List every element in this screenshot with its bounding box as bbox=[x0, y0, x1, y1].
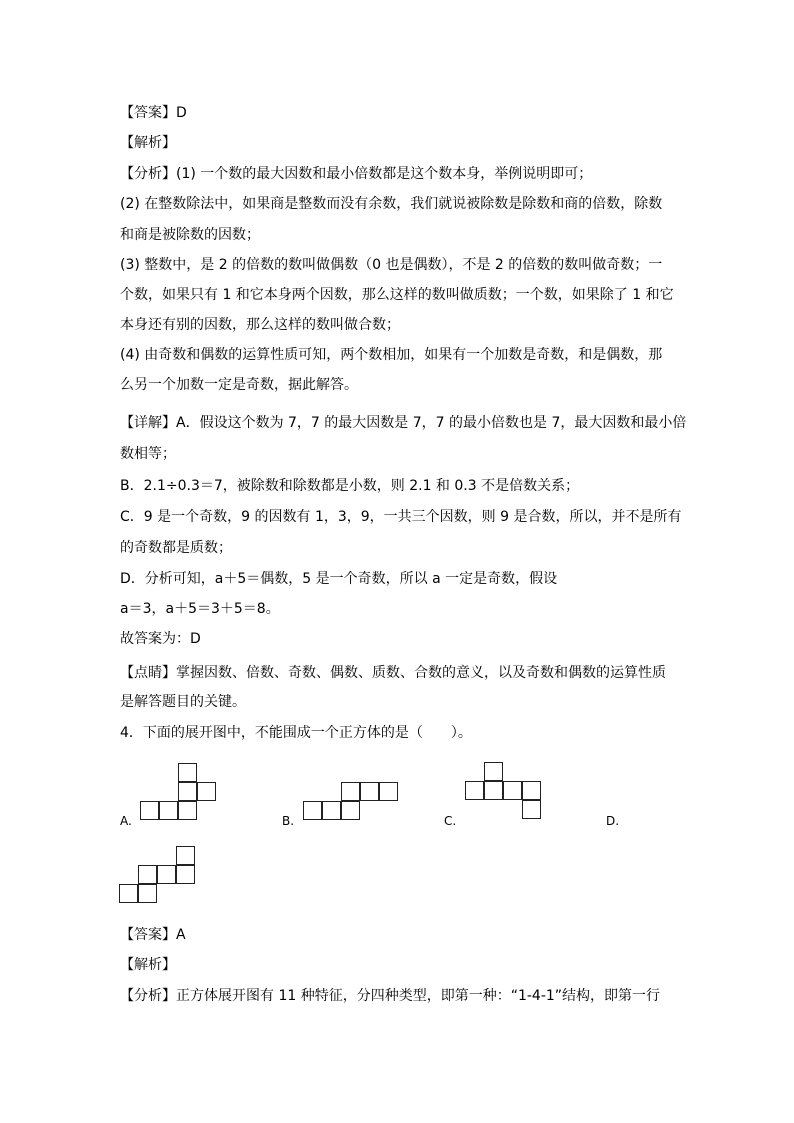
net-square bbox=[379, 782, 398, 801]
net-square bbox=[522, 800, 541, 819]
option-d-label: D. bbox=[606, 814, 620, 828]
text-line: (4) 由奇数和偶数的运算性质可知，两个数相加，如果有一个加数是奇数，和是偶数，那 bbox=[120, 347, 663, 363]
text-line: 数相等； bbox=[120, 446, 176, 462]
net-square bbox=[522, 781, 541, 800]
net-square bbox=[138, 865, 157, 884]
text-line: 个数，如果只有 1 和它本身两个因数，那么这样的数叫做质数；一个数，如果除了 1 和它 bbox=[120, 287, 674, 303]
text-line: 【分析】正方体展开图有 11 种特征，分四种类型，即第一种：“1-4-1”结构，即第一行 bbox=[120, 988, 661, 1004]
text-line: a＝3，a＋5＝3＋5＝8。 bbox=[120, 601, 280, 617]
net-square bbox=[159, 801, 178, 820]
analysis-heading: 【解析】 bbox=[120, 135, 176, 151]
net-square bbox=[503, 781, 522, 800]
text-line: C．9 是一个奇数，9 的因数有 1，3，9，一共三个因数，则 9 是合数，所以，并不是所有 bbox=[120, 509, 682, 525]
net-square bbox=[157, 865, 176, 884]
text-line: 的奇数都是质数； bbox=[120, 540, 232, 556]
text-line: 【详解】A．假设这个数为 7，7 的最大因数是 7，7 的最小倍数也是 7，最大因数和最小倍 bbox=[120, 415, 687, 431]
net-square bbox=[484, 781, 503, 800]
net-square bbox=[197, 782, 216, 801]
answer-line: 【答案】A bbox=[120, 927, 186, 943]
text-line: (2) 在整数除法中，如果商是整数而没有余数，我们就说被除数是除数和商的倍数，除数 bbox=[120, 196, 663, 212]
text-line: 是解答题目的关键。 bbox=[120, 694, 246, 710]
text-line: 本身还有别的因数，那么这样的数叫做合数； bbox=[120, 317, 400, 333]
text-line: 【点睛】掌握因数、倍数、奇数、偶数、质数、合数的意义，以及奇数和偶数的运算性质 bbox=[120, 665, 666, 681]
text-line: B．2.1÷0.3＝7，被除数和除数都是小数，则 2.1 和 0.3 不是倍数关系； bbox=[120, 478, 580, 494]
net-square bbox=[303, 801, 322, 820]
net-square bbox=[465, 781, 484, 800]
text-line: 故答案为：D bbox=[120, 631, 201, 647]
net-square bbox=[341, 801, 360, 820]
text-line: 【分析】(1) 一个数的最大因数和最小倍数都是这个数本身，举例说明即可； bbox=[120, 166, 593, 182]
net-square bbox=[140, 801, 159, 820]
net-square bbox=[178, 801, 197, 820]
text-line: 和商是被除数的因数； bbox=[120, 227, 260, 243]
net-square bbox=[360, 782, 379, 801]
net-square bbox=[322, 801, 341, 820]
question-4: 4．下面的展开图中，不能围成一个正方体的是（ ）。 bbox=[120, 725, 472, 741]
text-line: D．分析可知，a＋5＝偶数，5 是一个奇数，所以 a 一定是奇数，假设 bbox=[120, 571, 558, 587]
text-line: 么另一个加数一定是奇数，据此解答。 bbox=[120, 377, 358, 393]
net-square bbox=[341, 782, 360, 801]
net-square bbox=[178, 782, 197, 801]
net-square bbox=[119, 884, 138, 903]
net-square bbox=[176, 865, 195, 884]
net-square bbox=[484, 762, 503, 781]
option-b-label: B. bbox=[282, 814, 295, 828]
net-square bbox=[178, 763, 197, 782]
option-a-label: A. bbox=[120, 814, 132, 828]
text-line: (3) 整数中，是 2 的倍数的数叫做偶数（0 也是偶数），不是 2 的倍数的数叫做奇数；一 bbox=[120, 257, 663, 273]
net-square bbox=[176, 846, 195, 865]
answer-line: 【答案】D bbox=[120, 105, 187, 121]
option-c-label: C. bbox=[444, 814, 457, 828]
analysis-heading: 【解析】 bbox=[120, 957, 176, 973]
net-square bbox=[138, 884, 157, 903]
